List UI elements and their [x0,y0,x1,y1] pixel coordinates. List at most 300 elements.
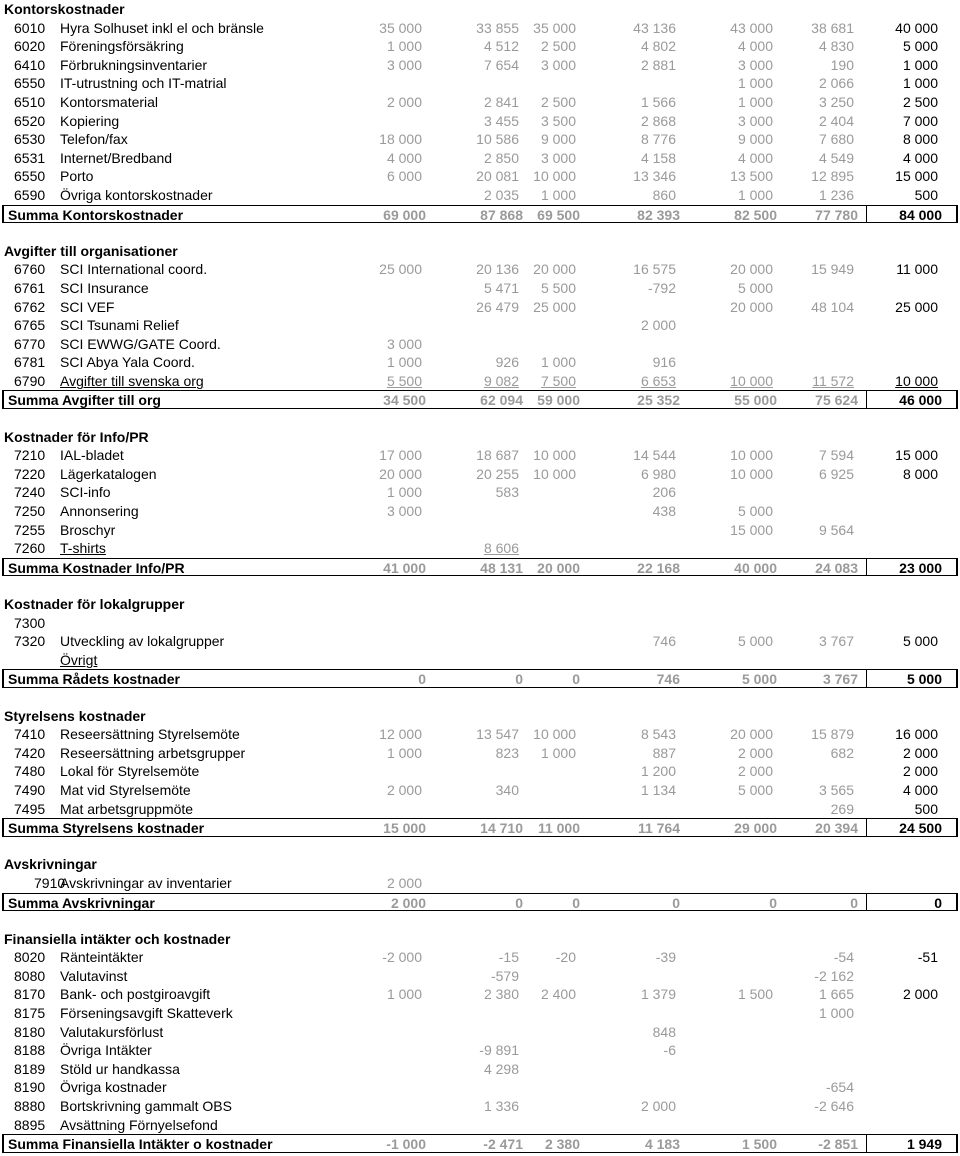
value-col-3: 11 000 [537,820,580,837]
ledger-row [0,1004,960,1023]
section-gap [0,576,960,595]
ledger-row [0,744,960,763]
account-code: 6590 [14,186,46,203]
value-col-2: -2 471 [483,1136,523,1153]
value-col-1: 4 000 [386,149,422,166]
value-col-2: 48 131 [480,559,523,576]
summary-divider [866,206,867,223]
value-col-7: 8 000 [902,465,938,482]
summary-label: Summa Finansiella Intäkter o kostnader [8,1136,273,1153]
value-col-7: 4 000 [902,149,938,166]
value-col-2: 14 710 [480,820,523,837]
value-col-7: 23 000 [899,559,942,576]
account-name: Övriga Intäkter [60,1042,152,1059]
ledger-row [0,335,960,354]
account-code: 6531 [14,149,46,166]
value-col-7: 500 [914,186,938,203]
summary-label: Summa Rådets kostnader [8,671,180,688]
account-code: 7260 [14,540,46,557]
value-col-3: 10 000 [533,447,576,464]
value-col-5: 1 000 [737,93,773,110]
account-name: SCI-info [60,484,111,501]
value-col-5: 4 000 [737,149,773,166]
value-col-2: 20 255 [476,465,519,482]
value-col-2: 33 855 [476,19,519,36]
value-col-6: -2 162 [814,967,854,984]
value-col-6: 75 624 [815,392,858,409]
value-col-2: -15 [498,949,519,966]
value-col-2: 583 [495,484,519,501]
value-col-5: 55 000 [734,392,777,409]
account-code: 6762 [14,298,46,315]
ledger-row [0,74,960,93]
value-col-4: 1 566 [640,93,676,110]
value-col-6: 2 404 [818,112,854,129]
value-col-6: 38 681 [811,19,854,36]
value-col-2: 2 850 [483,149,519,166]
section-gap [0,409,960,428]
ledger-row [0,167,960,186]
ledger-row [0,874,960,893]
ledger-row [0,483,960,502]
ledger-row [0,130,960,149]
value-col-3: -20 [555,949,576,966]
value-col-6: 24 083 [815,559,858,576]
ledger-row [0,316,960,335]
account-code: 7240 [14,484,46,501]
value-col-6: 1 236 [818,186,854,203]
value-col-5: 2 000 [737,763,773,780]
value-col-1: 2 000 [386,93,422,110]
summary-row [2,1134,958,1153]
account-code: 7410 [14,726,46,743]
value-col-4: 1 134 [640,781,676,798]
value-col-2: 26 479 [476,298,519,315]
value-col-3: 10 000 [533,168,576,185]
value-col-4: 4 802 [640,38,676,55]
section-title: Avskrivningar [4,856,97,873]
ledger-row [0,539,960,558]
account-name: Bortskrivning gammalt OBS [60,1098,232,1115]
value-col-4: 916 [652,354,676,371]
value-col-3: 2 500 [540,38,576,55]
value-col-3: 2 500 [540,93,576,110]
summary-divider [866,819,867,836]
account-code: 8880 [14,1098,46,1115]
value-col-2: 7 654 [483,56,519,73]
account-name: Övriga kontorskostnader [60,186,213,203]
ledger-row [0,762,960,781]
ledger-row [0,1097,960,1116]
value-col-4: 16 575 [633,261,676,278]
ledger-row [0,1041,960,1060]
value-col-3: 59 000 [537,392,580,409]
value-col-1: -1 000 [386,1136,426,1153]
value-col-7: 4 000 [902,781,938,798]
section-title: Kostnader för Info/PR [4,428,149,445]
summary-row [2,669,958,688]
value-col-5: 20 000 [730,261,773,278]
value-col-6: 682 [830,744,854,761]
section-gap [0,837,960,856]
account-name: Förbrukningsinventarier [60,56,208,73]
account-code: 8895 [14,1116,46,1133]
value-col-6: 15 949 [811,261,854,278]
value-col-4: 746 [652,633,676,650]
account-name: Annonsering [60,503,139,520]
ledger-row [0,298,960,317]
ledger-row [0,19,960,38]
value-col-6: 3 250 [818,93,854,110]
value-col-6: 15 879 [811,726,854,743]
value-col-1: 1 000 [386,744,422,761]
value-col-6: 48 104 [811,298,854,315]
ledger-row [0,465,960,484]
value-col-4: 6 980 [640,465,676,482]
account-code: 6760 [14,261,46,278]
value-col-2: 18 687 [476,447,519,464]
account-name: Porto [60,168,94,185]
value-col-6: -2 851 [818,1136,858,1153]
value-col-5: 5 000 [737,503,773,520]
value-col-7: 2 000 [902,763,938,780]
value-col-3: 9 000 [540,131,576,148]
value-col-1: 3 000 [386,335,422,352]
account-code: 6510 [14,93,46,110]
value-col-4: 2 868 [640,112,676,129]
summary-label: Summa Kostnader Info/PR [8,559,185,576]
value-col-4: -792 [647,279,676,296]
account-code: 8080 [14,967,46,984]
value-col-6: -2 646 [814,1098,854,1115]
ledger-row [0,372,960,391]
ledger-row [0,948,960,967]
value-col-7: 15 000 [895,447,938,464]
ledger-row [0,985,960,1004]
account-code: 7420 [14,744,46,761]
section-gap [0,223,960,242]
value-col-1: 1 000 [386,354,422,371]
account-name: Stöld ur handkassa [60,1060,180,1077]
account-code: 6765 [14,317,46,334]
value-col-2: 2 380 [483,986,519,1003]
value-col-3: 3 000 [540,149,576,166]
summary-label: Summa Styrelsens kostnader [8,820,205,837]
value-col-5: 10 000 [730,465,773,482]
value-col-5: 29 000 [734,820,777,837]
value-col-4: 8 776 [640,131,676,148]
value-col-3: 2 380 [544,1136,580,1153]
value-col-6: 190 [830,56,854,73]
account-name: Övriga kostnader [60,1079,167,1096]
account-name: SCI International coord. [60,261,208,278]
value-col-3: 3 000 [540,56,576,73]
value-col-4: 438 [652,503,676,520]
value-col-6: 20 394 [815,820,858,837]
value-col-6: 2 066 [818,75,854,92]
value-col-6: 6 925 [818,465,854,482]
value-col-5: 10 000 [730,372,773,389]
value-col-3: 0 [572,894,580,911]
value-col-1: 2 000 [386,781,422,798]
value-col-7: 2 000 [902,986,938,1003]
value-col-1: 1 000 [386,38,422,55]
value-col-1: 41 000 [383,559,426,576]
value-col-5: 20 000 [730,298,773,315]
value-col-4: 8 543 [640,726,676,743]
value-col-6: 12 895 [811,168,854,185]
ledger-row [0,1060,960,1079]
account-code: 8190 [14,1079,46,1096]
account-name: SCI Tsunami Relief [60,317,179,334]
ledger-row [0,502,960,521]
account-name: Kontorsmaterial [60,93,159,110]
account-code: 7495 [14,800,46,817]
value-col-4: -6 [663,1042,676,1059]
ledger-row [0,781,960,800]
value-col-4: 848 [652,1023,676,1040]
value-col-3: 1 000 [540,186,576,203]
value-col-1: 35 000 [379,19,422,36]
account-code: 8170 [14,986,46,1003]
ledger-row [0,56,960,75]
account-code: 7480 [14,763,46,780]
value-col-2: -579 [490,967,519,984]
value-col-5: 9 000 [737,131,773,148]
value-col-3: 10 000 [533,465,576,482]
section-title: Styrelsens kostnader [4,707,146,724]
value-col-4: 4 183 [644,1136,680,1153]
summary-divider [866,559,867,576]
ledger-row [0,967,960,986]
account-name: SCI EWWG/GATE Coord. [60,335,221,352]
account-name: Avskrivningar av inventarier [60,874,232,891]
value-col-5: 3 000 [737,112,773,129]
account-name: T-shirts [60,540,106,557]
account-code: 7910 [34,874,66,891]
account-name: Utveckling av lokalgrupper [60,633,225,650]
value-col-7: 84 000 [899,206,942,223]
value-col-1: 20 000 [379,465,422,482]
value-col-3: 7 500 [540,372,576,389]
value-col-4: 2 000 [640,317,676,334]
value-col-7: 5 000 [906,671,942,688]
value-col-1: 2 000 [386,874,422,891]
account-code: 7220 [14,465,46,482]
value-col-6: 3 767 [818,633,854,650]
value-col-7: 2 000 [902,744,938,761]
value-col-3: 1 000 [540,744,576,761]
ledger-row [0,614,960,633]
value-col-5: 3 000 [737,56,773,73]
value-col-7: 11 000 [896,261,938,278]
value-col-7: 25 000 [895,298,938,315]
value-col-2: 0 [515,671,523,688]
value-col-7: 1 000 [902,56,938,73]
account-name: Valutakursförlust [60,1023,164,1040]
value-col-6: 0 [850,894,858,911]
value-col-4: 206 [652,484,676,501]
value-col-4: 1 200 [640,763,676,780]
value-col-3: 3 500 [540,112,576,129]
value-col-1: 1 000 [386,484,422,501]
value-col-1: 69 000 [383,206,426,223]
value-col-7: 7 000 [902,112,938,129]
value-col-2: 4 298 [483,1060,519,1077]
ledger-row [0,353,960,372]
ledger-row [0,725,960,744]
value-col-7: 1 949 [906,1136,942,1153]
account-code: 7255 [14,521,46,538]
summary-label: Summa Kontorskostnader [8,206,184,223]
value-col-6: 7 594 [818,447,854,464]
value-col-6: 1 000 [818,1005,854,1022]
ledger-row [0,651,960,670]
account-code: 8180 [14,1023,46,1040]
value-col-3: 35 000 [533,19,576,36]
value-col-6: 4 830 [818,38,854,55]
section-title: Avgifter till organisationer [4,242,178,259]
value-col-1: 25 000 [379,261,422,278]
value-col-3: 20 000 [533,261,576,278]
value-col-7: 40 000 [895,19,938,36]
value-col-5: 40 000 [734,559,777,576]
value-col-5: 82 500 [734,206,777,223]
value-col-6: 269 [830,800,854,817]
summary-row [2,390,958,409]
value-col-4: 4 158 [640,149,676,166]
value-col-6: 77 780 [815,206,858,223]
value-col-5: 1 500 [737,986,773,1003]
value-col-2: 2 841 [483,93,519,110]
ledger-row [0,149,960,168]
value-col-5: 0 [769,894,777,911]
account-name: Valutavinst [60,967,128,984]
account-code: 7300 [14,614,46,631]
value-col-6: 3 565 [818,781,854,798]
value-col-2: 3 455 [483,112,519,129]
account-name: SCI Abya Yala Coord. [60,354,195,371]
value-col-7: -51 [917,949,938,966]
account-name: Hyra Solhuset inkl el och bränsle [60,19,264,36]
value-col-2: 823 [495,744,519,761]
value-col-5: 5 000 [737,633,773,650]
summary-row [2,818,958,837]
value-col-2: 5 471 [483,279,519,296]
value-col-5: 10 000 [730,447,773,464]
summary-divider [866,391,867,408]
account-code: 6550 [14,75,46,92]
account-code: 7320 [14,633,46,650]
account-name: Förseningsavgift Skatteverk [60,1005,233,1022]
section-gap [0,688,960,707]
ledger-row [0,260,960,279]
value-col-7: 8 000 [902,131,938,148]
value-col-7: 10 000 [895,372,938,389]
account-name: Lägerkatalogen [60,465,157,482]
account-code: 7490 [14,781,46,798]
value-col-1: 18 000 [379,131,422,148]
value-col-4: 860 [652,186,676,203]
value-col-2: 2 035 [483,186,519,203]
section-title: Finansiella intäkter och kostnader [4,930,231,947]
account-code: 6770 [14,335,46,352]
value-col-4: 1 379 [640,986,676,1003]
value-col-4: 2 881 [640,56,676,73]
value-col-3: 25 000 [533,298,576,315]
value-col-1: 6 000 [386,168,422,185]
account-name: SCI Insurance [60,279,149,296]
account-code: 6761 [14,279,46,296]
ledger-row [0,112,960,131]
value-col-1: 2 000 [390,894,426,911]
value-col-5: 20 000 [730,726,773,743]
value-col-3: 10 000 [533,726,576,743]
value-col-4: 14 544 [633,447,676,464]
value-col-4: 6 653 [640,372,676,389]
value-col-4: 746 [656,671,680,688]
account-code: 7250 [14,503,46,520]
value-col-1: 1 000 [386,986,422,1003]
value-col-3: 5 500 [540,279,576,296]
ledger-row [0,186,960,205]
value-col-6: 1 665 [818,986,854,1003]
account-code: 8189 [14,1060,46,1077]
account-code: 7210 [14,447,46,464]
value-col-4: 0 [672,894,680,911]
ledger-row [0,521,960,540]
value-col-3: 1 000 [540,354,576,371]
account-name: IT-utrustning och IT-matrial [60,75,227,92]
ledger-row [0,446,960,465]
account-code: 6410 [14,56,46,73]
value-col-5: 1 000 [737,186,773,203]
value-col-7: 1 000 [902,75,938,92]
account-code: 6010 [14,19,46,36]
ledger-row [0,279,960,298]
value-col-1: 17 000 [379,447,422,464]
ledger-row [0,1078,960,1097]
value-col-4: -39 [655,949,676,966]
value-col-2: 1 336 [483,1098,519,1115]
value-col-7: 0 [934,894,942,911]
account-code: 6550 [14,168,46,185]
account-name: Reseersättning arbetsgrupper [60,744,246,761]
account-code: 6790 [14,372,46,389]
value-col-6: 9 564 [818,521,854,538]
value-col-2: -9 891 [479,1042,519,1059]
summary-label: Summa Avskrivningar [8,894,155,911]
value-col-3: 20 000 [537,559,580,576]
section-title: Kostnader för lokalgrupper [4,596,185,612]
account-name: Lokal för Styrelsemöte [60,763,200,780]
ledger-row [0,1116,960,1135]
summary-divider [866,670,867,687]
value-col-4: 13 346 [633,168,676,185]
account-name: SCI VEF [60,298,115,315]
ledger-row [0,1023,960,1042]
account-code: 6530 [14,131,46,148]
value-col-2: 0 [515,894,523,911]
value-col-6: 7 680 [818,131,854,148]
value-col-2: 10 586 [476,131,519,148]
account-code: 6020 [14,38,46,55]
value-col-7: 500 [914,800,938,817]
summary-row [2,205,958,224]
value-col-2: 4 512 [483,38,519,55]
value-col-1: 3 000 [386,56,422,73]
value-col-2: 62 094 [480,392,523,409]
